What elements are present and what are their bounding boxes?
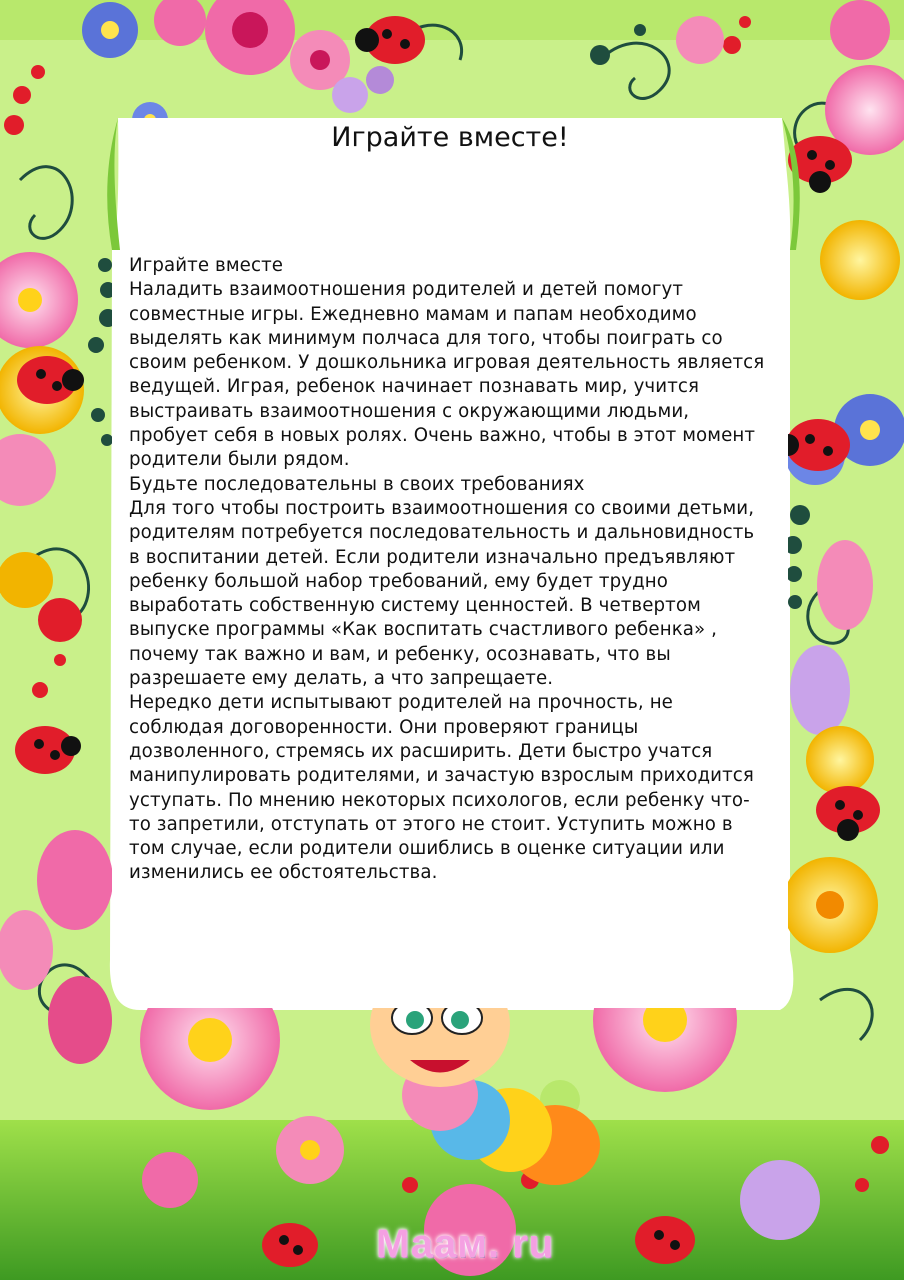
section-heading: Будьте последовательны в своих требованиях — [129, 473, 585, 495]
page-title: Играйте вместе! — [331, 122, 569, 153]
section-heading: Играйте вместе — [129, 255, 284, 276]
paragraph: Нередко дети испытывают родителей на прочность, не соблюдая договоренности. Они проверяют границы дозволенного, стремясь их расширить. Дети быстро учатся манипулировать родителями, и зачастую взрослым приходится уступать. По мнению некоторых психологов, если ребенку что-то запретили, отступать от этого не стоит. Уступить можно в том случае, если родители ошиблись в оценке ситуации или изменились ее обстоятельства. — [129, 692, 754, 884]
paragraph: Для того чтобы построить взаимоотношения со своими детьми, родителям потребуется последовательность и дальновидность в воспитании детей. Если родители изначально предъявляют ребенку большой набор требований, ему будет трудно выработать собственную систему ценностей. В четвертом выпуске программы «Как воспитать счастливого ребенка» , почему так важно и вам, и ребенку, осознавать, что вы разрешаете ему делать, а что запрещаете. — [129, 497, 755, 690]
article-body — [129, 254, 769, 886]
site-watermark: Маам. ru — [376, 1222, 555, 1266]
paragraph: Наладить взаимоотношения родителей и детей помогут совместные игры. Ежедневно мамам и папам необходимо выделять как минимум полчаса для того, чтобы поиграть со своим ребенком. У дошкольника игровая деятельность является ведущей. Играя, ребенок начинает познавать мир, учится выстраивать взаимоотношения с окружающими людьми, пробует себя в новых ролях. Очень важно, чтобы в этот момент родители были рядом. — [129, 279, 765, 471]
